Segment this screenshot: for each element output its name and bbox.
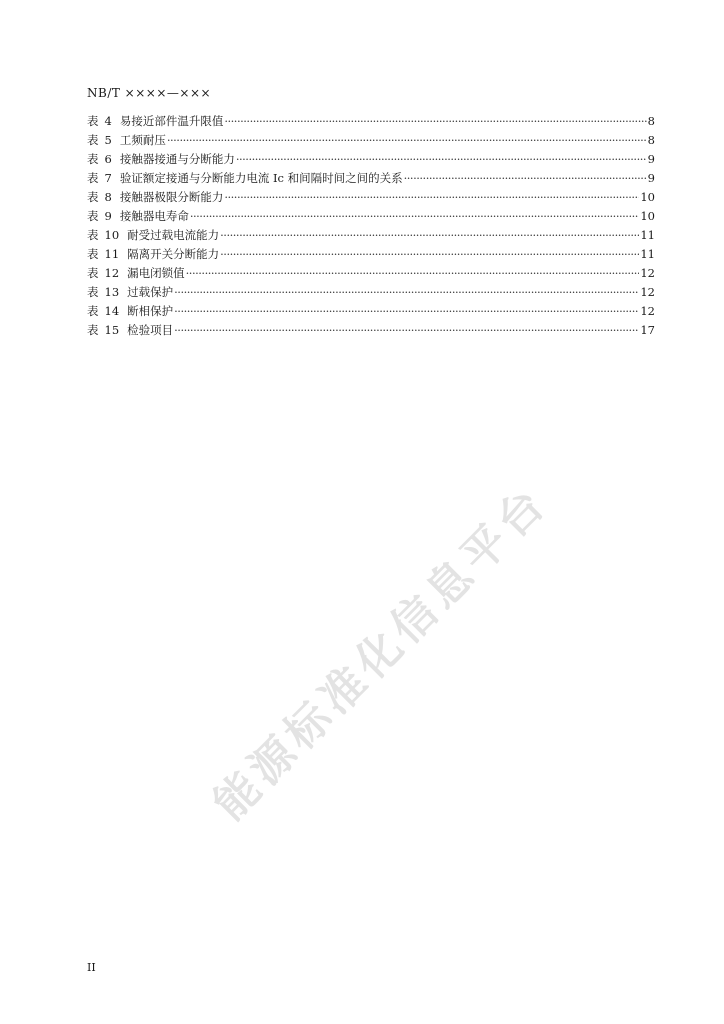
toc-entry-title: 工频耐压 — [119, 133, 166, 147]
toc-entry-number: 7 — [104, 171, 112, 185]
dot-leader — [224, 112, 646, 131]
toc-entry-label: 表 — [87, 114, 99, 128]
toc-entry-title: 接触器接通与分断能力 — [119, 152, 235, 166]
toc-entry-number: 15 — [104, 323, 120, 337]
dot-leader — [224, 188, 639, 207]
dot-leader — [220, 226, 639, 245]
toc-entry-table-7[interactable] — [87, 169, 655, 188]
toc-entry-number: 6 — [104, 152, 112, 166]
dot-leader — [186, 264, 640, 283]
watermark-text: 能源标准化信息平台 — [204, 476, 559, 831]
toc-entry-number: 11 — [104, 247, 120, 261]
toc-entry-table-9[interactable] — [87, 207, 655, 226]
toc-entry-label: 表 — [87, 190, 99, 204]
toc-entry-title: 过载保护 — [127, 285, 174, 299]
toc-entry-page: 9 — [647, 152, 655, 166]
toc-entry-label: 表 — [87, 247, 99, 261]
dot-leader — [174, 283, 639, 302]
toc-entry-title: 漏电闭锁值 — [127, 266, 185, 280]
toc-entry-table-12[interactable] — [87, 264, 655, 283]
toc-entry-table-5[interactable] — [87, 131, 655, 150]
toc-entry-number: 13 — [104, 285, 120, 299]
toc-entry-title: 易接近部件温升限值 — [119, 114, 224, 128]
toc-entry-number: 12 — [104, 266, 120, 280]
toc-entry-page: 8 — [647, 133, 655, 147]
dot-leader — [236, 150, 647, 169]
dot-leader — [167, 131, 647, 150]
toc-entry-number: 4 — [104, 114, 112, 128]
toc-entry-number: 8 — [104, 190, 112, 204]
toc-entry-page: 10 — [640, 209, 655, 223]
toc-entry-table-14[interactable] — [87, 302, 655, 321]
page-number: II — [87, 961, 96, 974]
toc-entry-number: 10 — [104, 228, 120, 242]
toc-entry-title: 耐受过载电流能力 — [127, 228, 220, 242]
dot-leader — [174, 321, 639, 340]
toc-entry-label: 表 — [87, 133, 99, 147]
dot-leader — [190, 207, 640, 226]
document-code: NB/T ××××—××× — [87, 86, 212, 100]
toc-entry-title: 接触器电寿命 — [119, 209, 189, 223]
toc-entry-table-11[interactable] — [87, 245, 655, 264]
toc-entry-page: 12 — [640, 304, 655, 318]
toc-entry-title: 接触器极限分断能力 — [119, 190, 224, 204]
toc-entry-label: 表 — [87, 228, 99, 242]
table-of-contents — [87, 112, 655, 340]
toc-entry-number: 9 — [104, 209, 112, 223]
toc-entry-number: 5 — [104, 133, 112, 147]
toc-entry-page: 8 — [647, 114, 655, 128]
toc-entry-page: 11 — [640, 247, 655, 261]
toc-entry-label: 表 — [87, 209, 99, 223]
toc-entry-page: 17 — [640, 323, 655, 337]
toc-entry-page: 12 — [640, 266, 655, 280]
toc-entry-page: 10 — [640, 190, 655, 204]
toc-entry-table-6[interactable] — [87, 150, 655, 169]
toc-entry-table-4[interactable] — [87, 112, 655, 131]
toc-entry-label: 表 — [87, 323, 99, 337]
dot-leader — [220, 245, 639, 264]
toc-entry-table-8[interactable] — [87, 188, 655, 207]
toc-entry-label: 表 — [87, 266, 99, 280]
toc-entry-title: 隔离开关分断能力 — [127, 247, 220, 261]
toc-entry-table-13[interactable] — [87, 283, 655, 302]
toc-entry-page: 11 — [640, 228, 655, 242]
toc-entry-label: 表 — [87, 171, 99, 185]
toc-entry-page: 12 — [640, 285, 655, 299]
toc-entry-table-15[interactable] — [87, 321, 655, 340]
toc-entry-title: 断相保护 — [127, 304, 174, 318]
toc-entry-title: 验证额定接通与分断能力电流 Ic 和间隔时间之间的关系 — [119, 171, 403, 185]
toc-entry-title: 检验项目 — [127, 323, 174, 337]
toc-entry-number: 14 — [104, 304, 120, 318]
toc-entry-page: 9 — [647, 171, 655, 185]
dot-leader — [174, 302, 639, 321]
toc-entry-label: 表 — [87, 152, 99, 166]
toc-entry-table-10[interactable] — [87, 226, 655, 245]
toc-entry-label: 表 — [87, 285, 99, 299]
toc-entry-label: 表 — [87, 304, 99, 318]
dot-leader — [404, 169, 647, 188]
